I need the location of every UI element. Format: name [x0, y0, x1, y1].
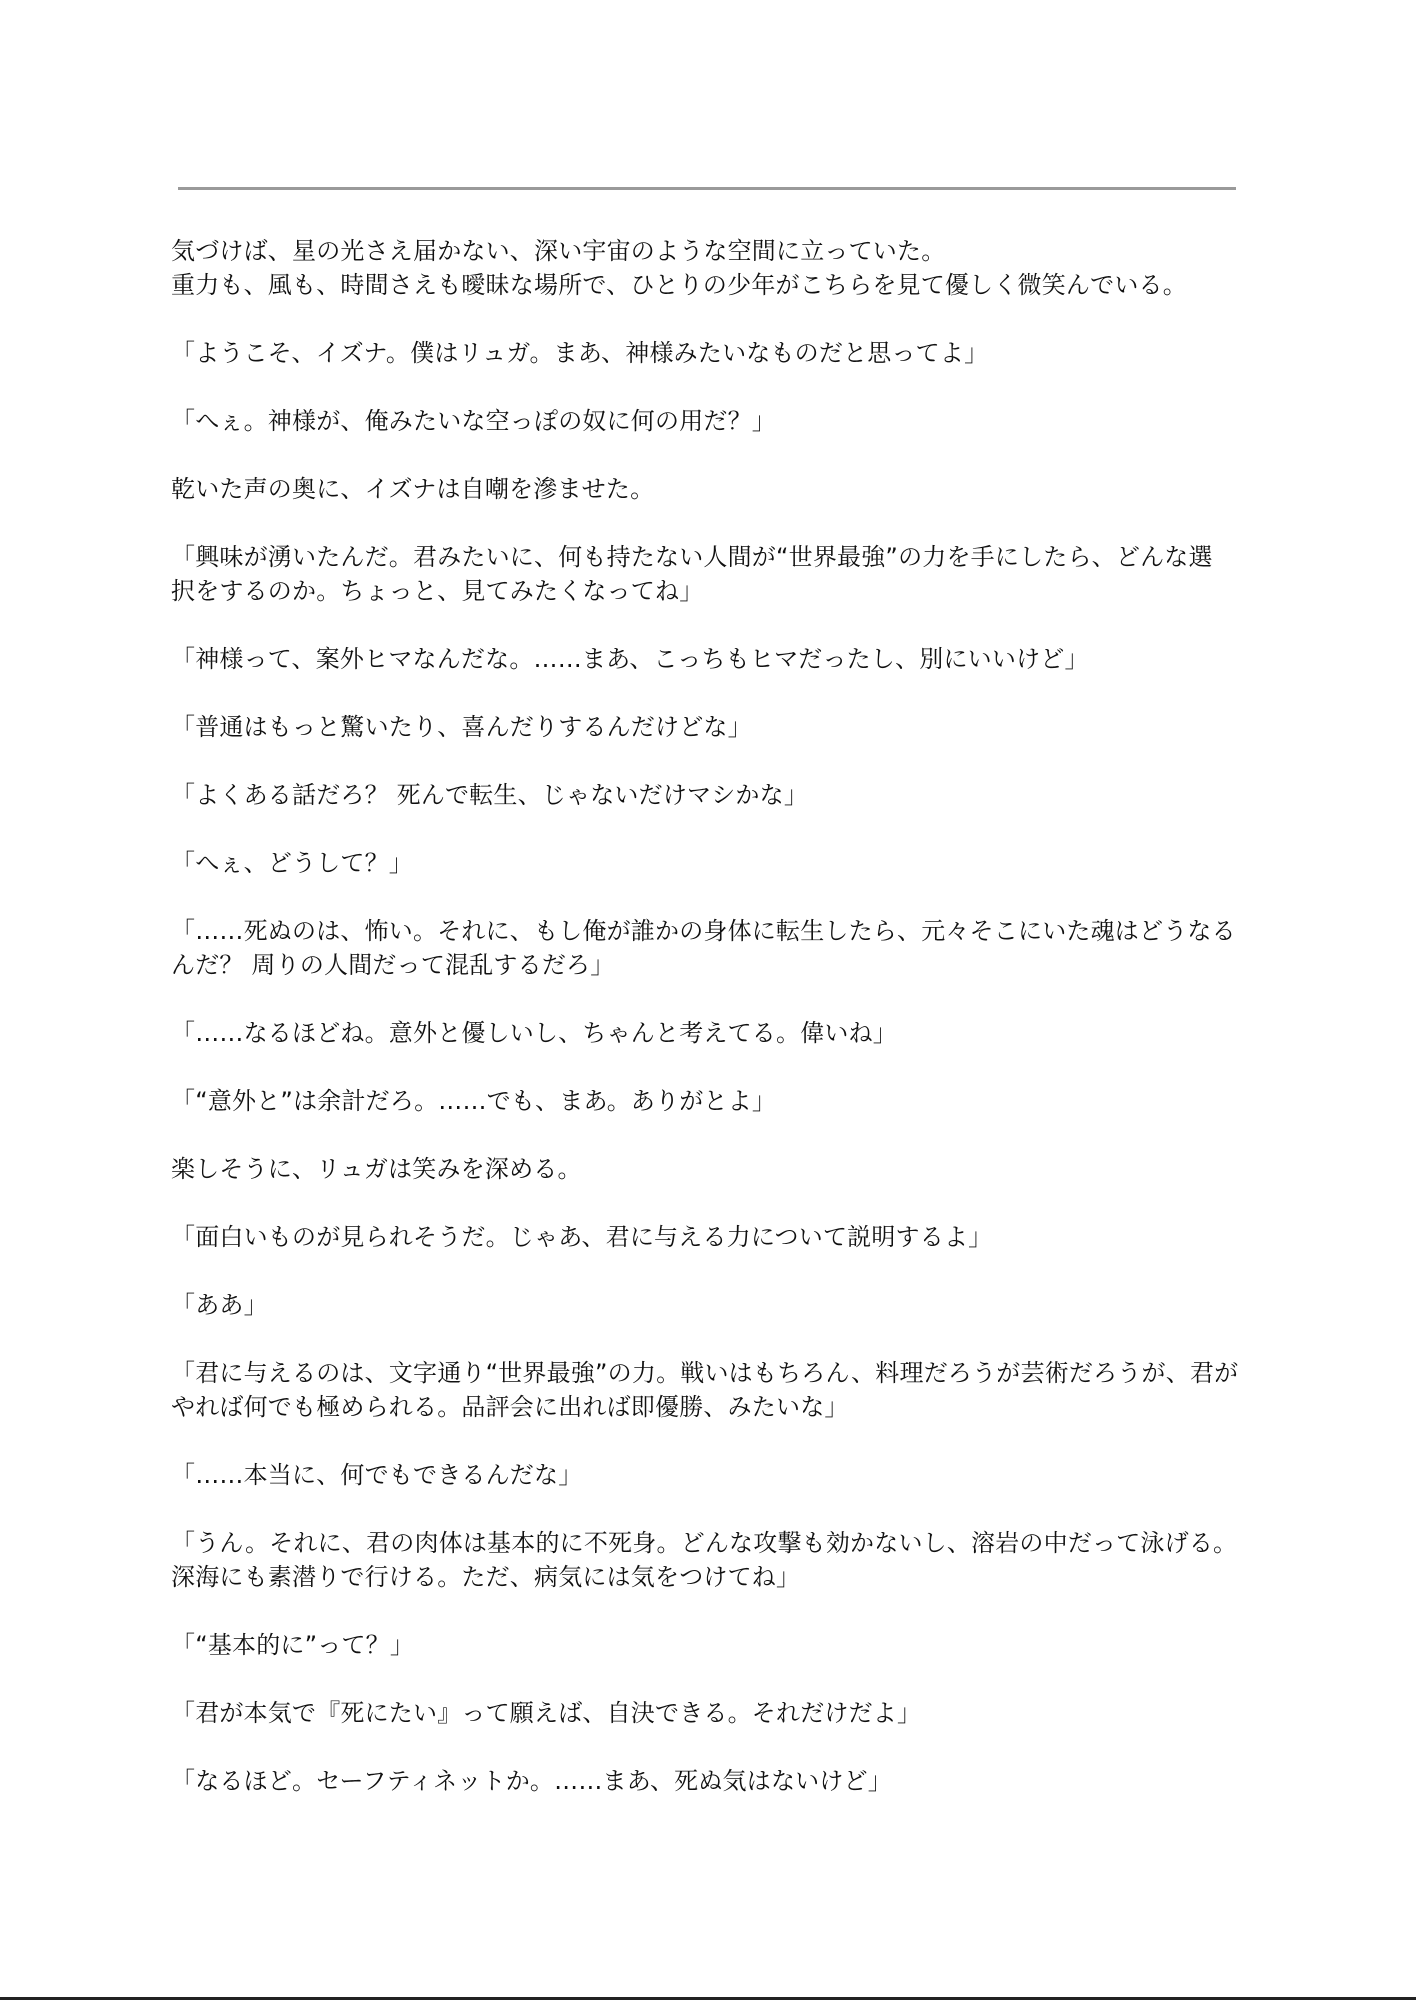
paragraph: [171, 642, 1251, 676]
paragraph: [171, 472, 1251, 506]
paragraph: [171, 1016, 1251, 1050]
paragraph-line: 「……なるほどね。意外と優しいし、ちゃんと考えてる。偉いね」: [171, 1019, 897, 1047]
paragraph-line: 乾いた声の奥に、イズナは自嘲を滲ませた。: [171, 475, 655, 503]
paragraph-line: 「神様って、案外ヒマなんだな。……まあ、こっちもヒマだったし、別にいいけど」: [171, 645, 1089, 673]
paragraph: [171, 778, 1251, 812]
paragraph: [171, 404, 1251, 438]
document-body: [171, 234, 1251, 1832]
paragraph-line: 「うん。それに、君の肉体は基本的に不死身。どんな攻撃も効かないし、溶岩の中だって泳げる。: [171, 1529, 1238, 1557]
paragraph: [171, 1220, 1251, 1254]
paragraph-line: 「……本当に、何でもできるんだな」: [171, 1461, 583, 1489]
paragraph: [171, 1764, 1251, 1798]
paragraph-line: 「なるほど。セーフティネットか。……まあ、死ぬ気はないけど」: [171, 1767, 892, 1795]
paragraph-line: 「“意外と”は余計だろ。……でも、まあ。ありがとよ」: [171, 1087, 777, 1115]
paragraph-line: 「君に与えるのは、文字通り“世界最強”の力。戦いはもちろん、料理だろうが芸術だろうが、君が: [171, 1359, 1239, 1387]
paragraph: [171, 1084, 1251, 1118]
paragraph: [171, 1356, 1251, 1424]
paragraph: [171, 1288, 1251, 1322]
paragraph: [171, 1526, 1251, 1594]
paragraph: [171, 1152, 1251, 1186]
paragraph-line: 「……死ぬのは、怖い。それに、もし俺が誰かの身体に転生したら、元々そこにいた魂はどうなる: [171, 917, 1236, 945]
paragraph: [171, 710, 1251, 744]
top-divider: [178, 187, 1236, 190]
paragraph-line: 「興味が湧いたんだ。君みたいに、何も持たない人間が“世界最強”の力を手にしたら、どんな選: [171, 543, 1213, 571]
paragraph-line: んだ？ 周りの人間だって混乱するだろ」: [171, 951, 615, 979]
paragraph: [171, 336, 1251, 370]
paragraph: [171, 846, 1251, 880]
paragraph-line: 「へぇ、どうして？」: [171, 849, 413, 877]
paragraph-line: 深海にも素潜りで行ける。ただ、病気には気をつけてね」: [171, 1563, 801, 1591]
paragraph-line: 「“基本的に”って？」: [171, 1631, 415, 1659]
paragraph-line: 「面白いものが見られそうだ。じゃあ、君に与える力について説明するよ」: [171, 1223, 993, 1251]
paragraph: [171, 914, 1251, 982]
paragraph-line: 「ああ」: [171, 1291, 268, 1319]
paragraph-line: やれば何でも極められる。品評会に出れば即優勝、みたいな」: [171, 1393, 849, 1421]
paragraph: [171, 540, 1251, 608]
paragraph-line: 「ようこそ、イズナ。僕はリュガ。まあ、神様みたいなものだと思ってよ」: [171, 339, 989, 367]
paragraph-line: 「へぇ。神様が、俺みたいな空っぽの奴に何の用だ？」: [171, 407, 776, 435]
paragraph-line: 択をするのか。ちょっと、見てみたくなってね」: [171, 577, 704, 605]
paragraph-line: 「君が本気で『死にたい』って願えば、自決できる。それだけだよ」: [171, 1699, 922, 1727]
paragraph: [171, 234, 1251, 302]
paragraph-line: 「よくある話だろ？ 死んで転生、じゃないだけマシかな」: [171, 781, 809, 809]
paragraph: [171, 1458, 1251, 1492]
paragraph: [171, 1696, 1251, 1730]
paragraph-line: 気づけば、星の光さえ届かない、深い宇宙のような空間に立っていた。: [171, 237, 946, 265]
paragraph-line: 重力も、風も、時間さえも曖昧な場所で、ひとりの少年がこちらを見て優しく微笑んでいる。: [171, 271, 1187, 299]
paragraph: [171, 1628, 1251, 1662]
paragraph-line: 楽しそうに、リュガは笑みを深める。: [171, 1155, 582, 1183]
paragraph-line: 「普通はもっと驚いたり、喜んだりするんだけどな」: [171, 713, 752, 741]
